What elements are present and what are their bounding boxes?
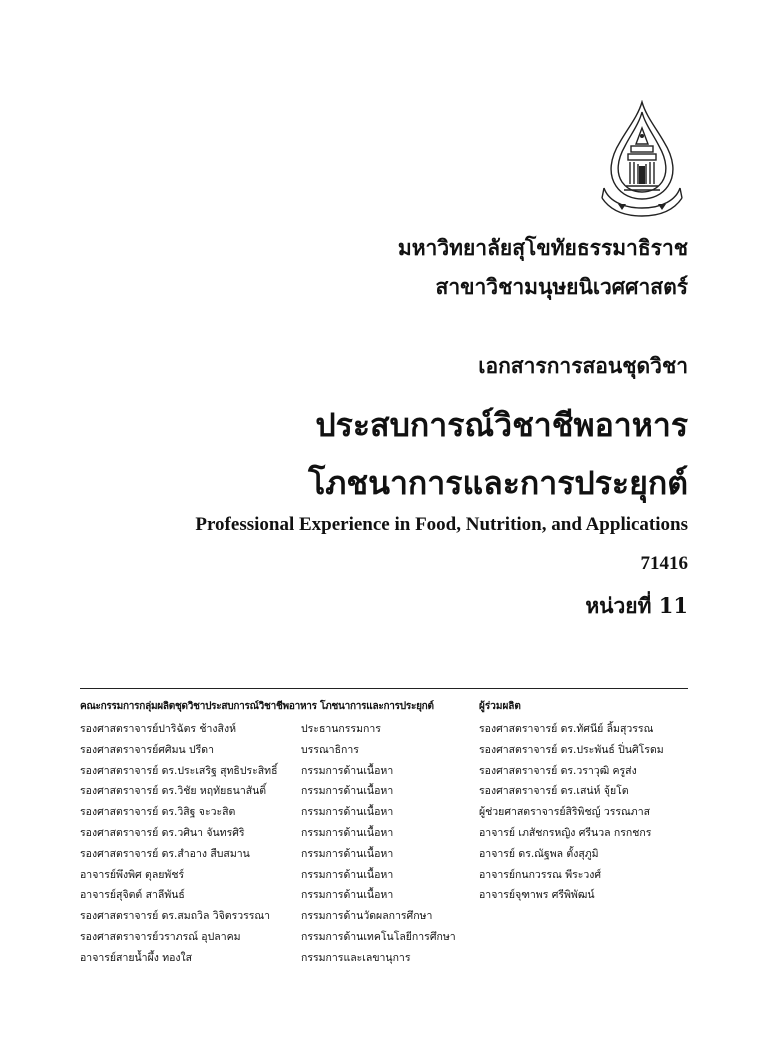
committee-member-role: กรรมการด้านเนื้อหา	[301, 806, 394, 819]
committee-member-name: รองศาสตราจารย์ ดร.สำอาง สืบสมาน	[80, 847, 250, 860]
co-producer-name: อาจารย์กนกวรรณ พีระวงศ์	[479, 868, 602, 881]
co-producers-title: ผู้ร่วมผลิต	[479, 701, 521, 712]
committee-member-role: ประธานกรรมการ	[301, 723, 381, 735]
committee-member-name: รองศาสตราจารย์ ดร.ประเสริฐ สุทธิประสิทธิ์	[80, 764, 278, 777]
committee-member-name: อาจารย์พึงพิศ ตุลยพัชร์	[80, 868, 185, 881]
committee-member-role: กรรมการและเลขานุการ	[301, 951, 411, 964]
co-producer-name: รองศาสตราจารย์ ดร.เสน่ห์ จุ้ยโต	[479, 785, 629, 798]
committee-member-role: กรรมการด้านเนื้อหา	[301, 826, 394, 839]
committee-roles-list	[301, 719, 456, 969]
course-title-english: Professional Experience in Food, Nutrition, and Applications	[195, 514, 688, 535]
co-producer-name: รองศาสตราจารย์ ดร.ประพันธ์ ปิ่นศิโรดม	[479, 743, 664, 756]
committee-member-role: กรรมการด้านเนื้อหา	[301, 847, 394, 860]
course-title-line2: โภชนาการและการประยุกต์	[308, 464, 688, 502]
co-producer-name: รองศาสตราจารย์ ดร.วราวุฒิ ครูส่ง	[479, 764, 637, 777]
university-emblem-icon	[598, 100, 686, 220]
committee-member-name: รองศาสตราจารย์ ดร.วิสิฐ จะวะสิต	[80, 806, 236, 819]
committee-member-name: อาจารย์สายน้ำผึ้ง ทองใส	[80, 951, 193, 964]
document-type: เอกสารการสอนชุดวิชา	[478, 353, 688, 378]
section-divider	[80, 688, 688, 689]
committee-member-role: กรรมการด้านวัดผลการศึกษา	[301, 910, 433, 923]
co-producer-name: อาจารย์จุฑาพร ศรีพิพัฒน์	[479, 889, 595, 902]
committee-title: คณะกรรมการกลุ่มผลิตชุดวิชาประสบการณ์วิชาชีพอาหาร โภชนาการและการประยุกต์	[80, 701, 434, 712]
committee-member-name: อาจารย์สุจิตต์ สาลีพันธ์	[80, 889, 185, 902]
committee-member-name: รองศาสตราจารย์ ดร.วศินา จันทรศิริ	[80, 826, 245, 839]
course-code: 71416	[640, 553, 688, 574]
committee-member-role: กรรมการด้านเทคโนโลยีการศึกษา	[301, 930, 456, 943]
committee-member-name: รองศาสตราจารย์ศศิมน ปรีดา	[80, 743, 215, 756]
university-name: มหาวิทยาลัยสุโขทัยธรรมาธิราช	[397, 235, 688, 260]
committee-member-role: บรรณาธิการ	[301, 743, 359, 756]
committee-member-name: รองศาสตราจารย์วราภรณ์ อุปลาคม	[80, 930, 241, 943]
committee-member-name: รองศาสตราจารย์ปาริฉัตร ช้างสิงห์	[80, 723, 236, 735]
school-name: สาขาวิชามนุษยนิเวศศาสตร์	[435, 274, 688, 299]
course-title-line1: ประสบการณ์วิชาชีพอาหาร	[315, 406, 688, 444]
co-producer-name: ผู้ช่วยศาสตราจารย์สิริพิชญ์ วรรณภาส	[479, 806, 651, 819]
unit-number: หน่วยที่ 11	[585, 593, 688, 618]
committee-member-name: รองศาสตราจารย์ ดร.วิชัย หฤทัยธนาสันติ์	[80, 785, 267, 798]
committee-member-role: กรรมการด้านเนื้อหา	[301, 889, 394, 902]
co-producer-name: รองศาสตราจารย์ ดร.ทัศนีย์ ลิ้มสุวรรณ	[479, 723, 654, 735]
committee-member-name: รองศาสตราจารย์ ดร.สมถวิล วิจิตรวรรณา	[80, 910, 271, 923]
co-producer-name: อาจารย์ ดร.ณัฐพล ตั้งสุภูมิ	[479, 847, 599, 860]
committee-member-role: กรรมการด้านเนื้อหา	[301, 785, 394, 798]
committee-member-role: กรรมการด้านเนื้อหา	[301, 868, 394, 881]
co-producers-list	[479, 719, 664, 906]
committee-names-list	[80, 719, 278, 969]
co-producer-name: อาจารย์ เภสัชกรหญิง ศรีนวล กรกชกร	[479, 826, 652, 839]
committee-member-role: กรรมการด้านเนื้อหา	[301, 764, 394, 777]
